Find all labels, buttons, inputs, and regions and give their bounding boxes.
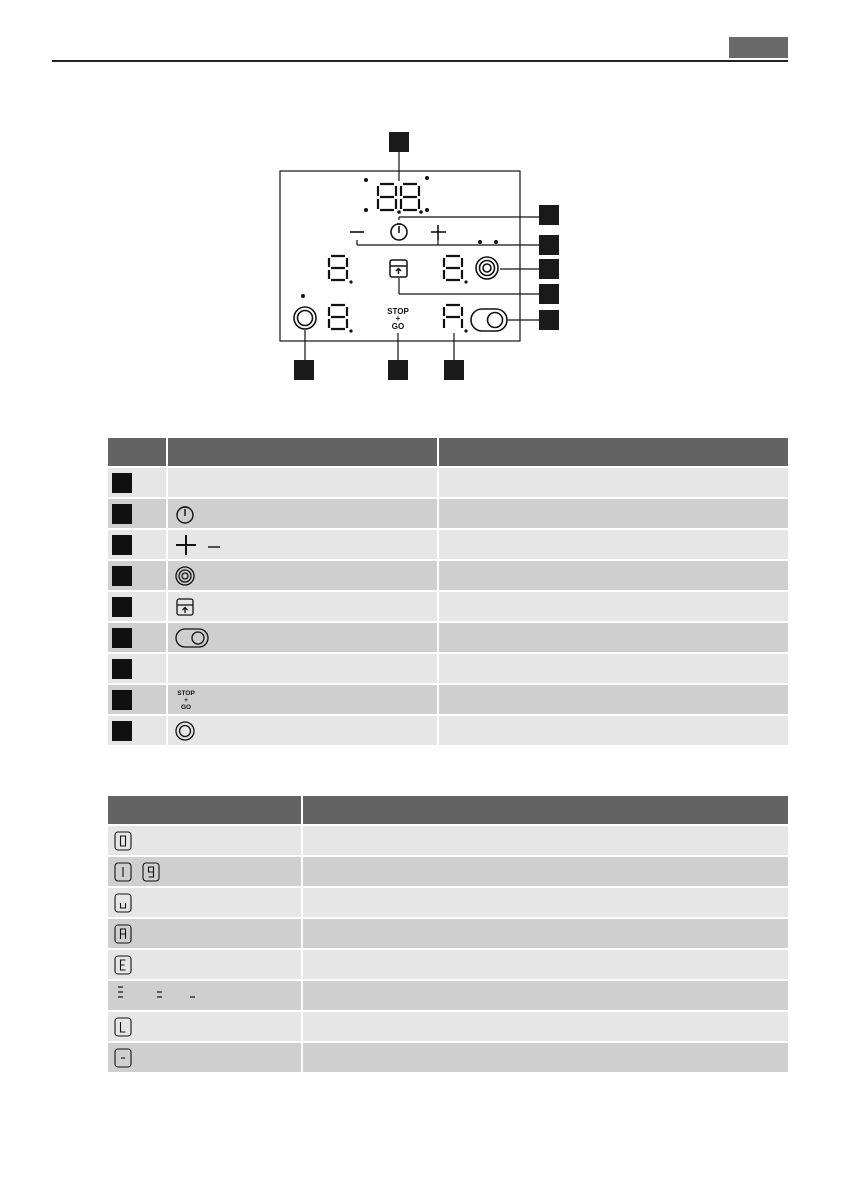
number-marker <box>112 659 132 679</box>
number-marker <box>112 473 132 493</box>
sensor-cell <box>168 714 439 745</box>
number-marker <box>112 597 132 617</box>
oval-zone-icon <box>174 627 210 649</box>
stop-go-sensor <box>387 307 409 331</box>
description-cell <box>303 1041 788 1072</box>
callout-9 <box>444 360 464 380</box>
number-marker <box>112 535 132 555</box>
sensor-cell <box>168 590 439 621</box>
function-cell <box>439 559 788 590</box>
description-cell <box>303 948 788 979</box>
description-cell <box>303 1010 788 1041</box>
col-display <box>108 796 303 824</box>
table-row <box>108 621 788 652</box>
col-number <box>108 438 168 466</box>
table-row <box>108 1041 788 1072</box>
zone-display-rear-left <box>329 256 347 280</box>
table-row <box>108 559 788 590</box>
table-row <box>108 683 788 714</box>
callout-2 <box>539 205 559 225</box>
stop-go-icon-go: GO <box>180 703 192 711</box>
table-row <box>108 979 788 1010</box>
sensor-cell <box>168 683 439 714</box>
callout-8 <box>388 360 408 380</box>
sensor-cell <box>168 621 439 652</box>
table-row <box>108 497 788 528</box>
display-cell <box>108 886 303 917</box>
dual-zone-icon <box>174 565 196 587</box>
on-off-icon <box>174 720 196 742</box>
residual-heat-icon <box>114 984 204 1008</box>
col-description <box>303 796 788 824</box>
table-row <box>108 1010 788 1041</box>
function-cell <box>439 466 788 497</box>
number-marker <box>112 628 132 648</box>
display-cell <box>108 1010 303 1041</box>
a-icon <box>114 924 132 944</box>
callout-5 <box>539 284 559 304</box>
sensor-cell <box>168 466 439 497</box>
number-marker <box>112 566 132 586</box>
display-cell <box>108 917 303 948</box>
sensor-cell <box>168 528 439 559</box>
header-rule <box>52 60 788 62</box>
callout-1 <box>389 132 409 152</box>
table-row <box>108 948 788 979</box>
digit-9-icon <box>142 862 160 882</box>
description-cell <box>303 824 788 855</box>
table-row <box>108 528 788 559</box>
function-cell <box>439 497 788 528</box>
sensor-cell <box>168 497 439 528</box>
stop-go-icon-stop: STOP <box>177 689 195 697</box>
table-row <box>108 917 788 948</box>
digit-0-icon <box>114 831 132 851</box>
timer-icon <box>174 503 196 525</box>
stop-go-line3: GO <box>391 322 405 331</box>
function-cell <box>439 590 788 621</box>
display-cell <box>108 855 303 886</box>
display-cell <box>108 979 303 1010</box>
function-cell <box>439 528 788 559</box>
digit-1-icon <box>114 862 132 882</box>
e-icon <box>114 955 132 975</box>
description-cell <box>303 917 788 948</box>
l-icon <box>114 1017 132 1037</box>
stop-go-icon <box>174 688 204 712</box>
display-cell <box>108 1041 303 1072</box>
table-row <box>108 886 788 917</box>
plus-minus-icon <box>174 534 234 556</box>
stop-go-line2: + <box>395 314 401 323</box>
display-table <box>108 796 788 1072</box>
zone-display-front-right <box>444 305 462 328</box>
description-cell <box>303 979 788 1010</box>
sensor-cell <box>168 559 439 590</box>
u-icon <box>114 893 132 913</box>
function-cell <box>439 621 788 652</box>
number-marker <box>112 721 132 741</box>
table-row <box>108 466 788 497</box>
zone-display-front-left <box>329 305 347 329</box>
callout-3 <box>539 235 559 255</box>
function-cell <box>439 714 788 745</box>
dash-icon <box>114 1048 132 1068</box>
number-marker <box>112 504 132 524</box>
table-row <box>108 714 788 745</box>
description-cell <box>303 886 788 917</box>
col-function <box>439 438 788 466</box>
stop-go-icon-plus: + <box>184 696 188 704</box>
function-cell <box>439 652 788 683</box>
callout-6 <box>539 310 559 330</box>
table-row <box>108 590 788 621</box>
display-cell <box>108 824 303 855</box>
col-sensor <box>168 438 439 466</box>
callout-7 <box>294 360 314 380</box>
on-off-sensor-icon <box>294 307 316 329</box>
table-row <box>108 652 788 683</box>
lock-icon <box>174 596 196 618</box>
dual-zone-sensor-icon <box>476 257 498 279</box>
stop-go-line1: STOP <box>387 307 409 316</box>
number-marker <box>112 690 132 710</box>
timer-display <box>378 184 419 210</box>
description-cell <box>303 855 788 886</box>
sensor-cell <box>168 652 439 683</box>
function-cell <box>439 683 788 714</box>
sensor-table <box>108 438 788 745</box>
control-panel-diagram <box>270 120 570 380</box>
language-tab <box>729 37 788 58</box>
oval-zone-sensor-icon <box>471 309 507 331</box>
callout-4 <box>539 259 559 279</box>
display-cell <box>108 948 303 979</box>
zone-display-rear-right <box>444 256 462 280</box>
table-row <box>108 855 788 886</box>
table-row <box>108 824 788 855</box>
lock-sensor-icon <box>390 260 407 277</box>
